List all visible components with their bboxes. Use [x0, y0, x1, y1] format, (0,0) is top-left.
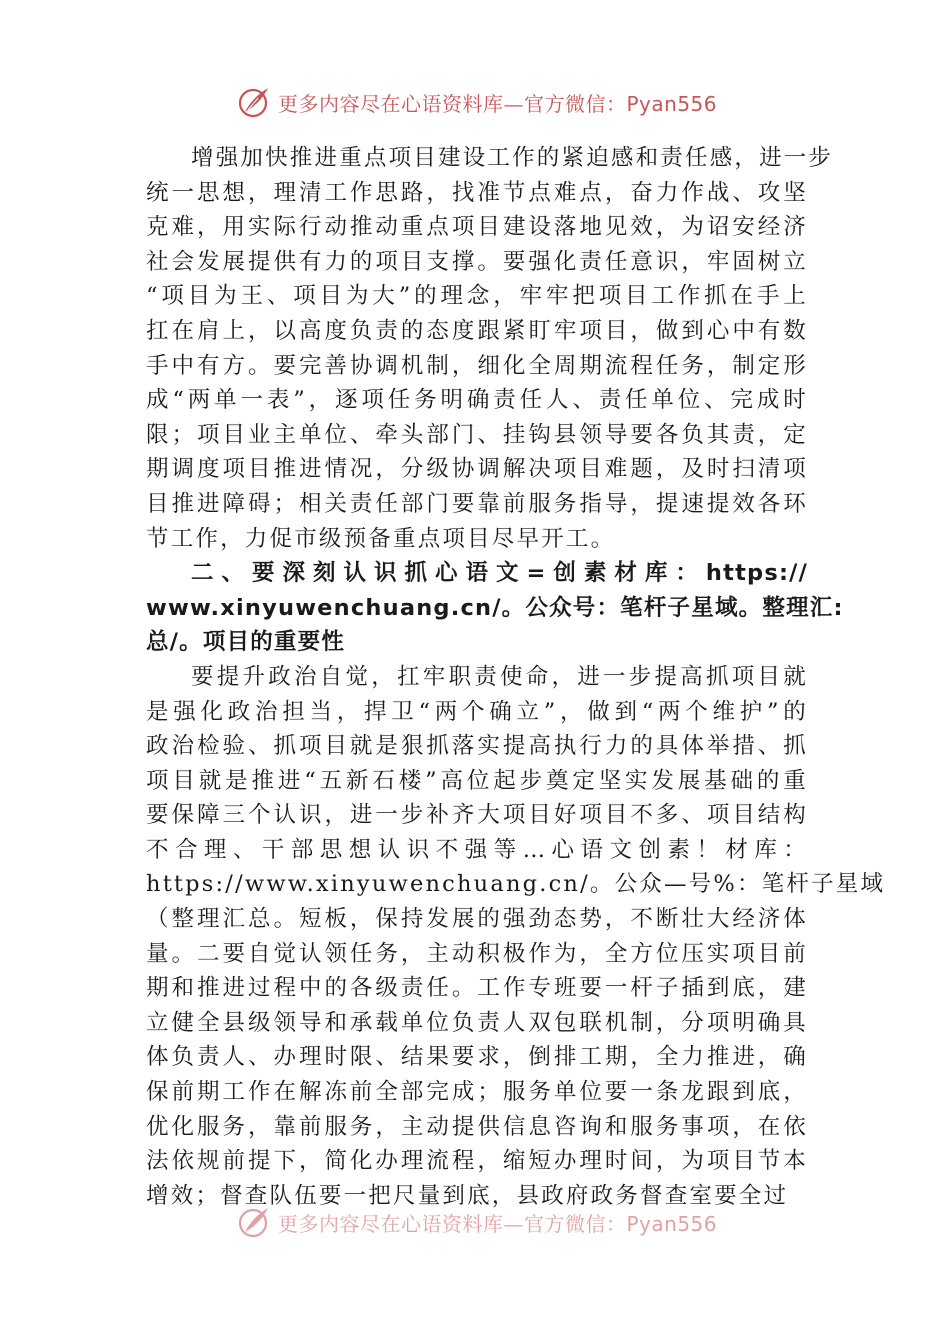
text-line: 保前期工作在解冻前全部完成；服务单位要一条龙跟到底，	[146, 1079, 808, 1106]
text-line: 社会发展提供有力的项目支撑。要强化责任意识，牢固树立	[146, 248, 808, 275]
text-line: 手中有方。要完善协调机制，细化全周期流程任务，制定形	[146, 352, 808, 379]
feather-logo-icon	[236, 1204, 272, 1240]
text-line: 项目就是推进“五新石楼”高位起步奠定坚实发展基础的重	[146, 767, 808, 794]
text-line: “项目为王、项目为大”的理念，牢牢把项目工作抓在手上	[146, 283, 808, 310]
text-line: 立健全县级领导和承载单位负责人双包联机制，分项明确具	[146, 1009, 808, 1036]
text-line: 量。二要自觉认领任务，主动积极作为，全方位压实项目前	[146, 940, 808, 967]
text-line: www.xinyuwenchuang.cn/。公众号：笔杆子星域。整理汇:	[146, 594, 844, 621]
text-line: （整理汇总。短板，保持发展的强劲态势，不断壮大经济体	[146, 906, 808, 933]
text-line: 增强加快推进重点项目建设工作的紧迫感和责任感，进一步	[191, 145, 834, 171]
text-line: 期和推进过程中的各级责任。工作专班要一杆子插到底，建	[146, 975, 808, 1002]
text-line: 要提升政治自觉，扛牢职责使命，进一步提高抓项目就	[191, 663, 808, 690]
text-line: 体负责人、办理时限、结果要求，倒排工期，全力推进，确	[146, 1044, 808, 1071]
text-line: 是强化政治担当，捍卫“两个确立”，做到“两个维护”的	[146, 698, 808, 725]
text-line: 优化服务，靠前服务，主动提供信息咨询和服务事项，在依	[146, 1113, 808, 1140]
document-body	[146, 141, 886, 1213]
text-line: https://www.xinyuwenchuang.cn/。公众—号%：笔杆子星域	[146, 871, 886, 898]
text-line: 目推进障碍；相关责任部门要靠前服务指导，提速提效各环	[146, 490, 808, 517]
text-line: 总/。项目的重要性	[146, 629, 346, 656]
text-line: 限；项目业主单位、牵头部门、挂钩县领导要各负其责，定	[146, 421, 808, 448]
text-line: 成“两单一表”，逐项任务明确责任人、责任单位、完成时	[146, 387, 808, 414]
text-line: 扛在肩上，以高度负责的态度跟紧盯牢项目，做到心中有数	[146, 317, 808, 344]
header-watermark-banner	[236, 82, 736, 122]
text-line: 法依规前提下，简化办理流程，缩短办理时间，为项目节本	[146, 1148, 808, 1175]
paragraph-1	[146, 141, 834, 556]
text-line: 不合理、干部思想认识不强等…心语文创素！材库：	[146, 836, 808, 863]
footer-watermark-text: 更多内容尽在心语资料库—官方微信：Pyan556	[278, 1211, 718, 1236]
text-line: 节工作，力促市级预备重点项目尽早开工。	[146, 525, 616, 552]
header-watermark-text: 更多内容尽在心语资料库—官方微信：Pyan556	[278, 91, 718, 116]
feather-logo-icon	[236, 84, 272, 120]
text-line: 增效；督查队伍要一把尺量到底，县政府政务督查室要全过	[146, 1182, 789, 1209]
section-heading-2	[146, 556, 844, 660]
text-line: 要保障三个认识，进一步补齐大项目好项目不多、项目结构	[146, 802, 808, 829]
text-line: 期调度项目推进情况，分级协调解决项目难题，及时扫清项	[146, 456, 808, 483]
text-line: 二、要深刻认识抓心语文=创素材库：https://	[191, 560, 808, 587]
text-line: 克难，用实际行动推动重点项目建设落地见效，为诏安经济	[146, 214, 808, 241]
footer-watermark-banner	[236, 1202, 736, 1242]
text-line: 政治检验、抓项目就是狠抓落实提高执行力的具体举措、抓	[146, 733, 808, 760]
paragraph-3	[146, 660, 886, 1214]
text-line: 统一思想，理清工作思路，找准节点难点，奋力作战、攻坚	[146, 179, 808, 206]
